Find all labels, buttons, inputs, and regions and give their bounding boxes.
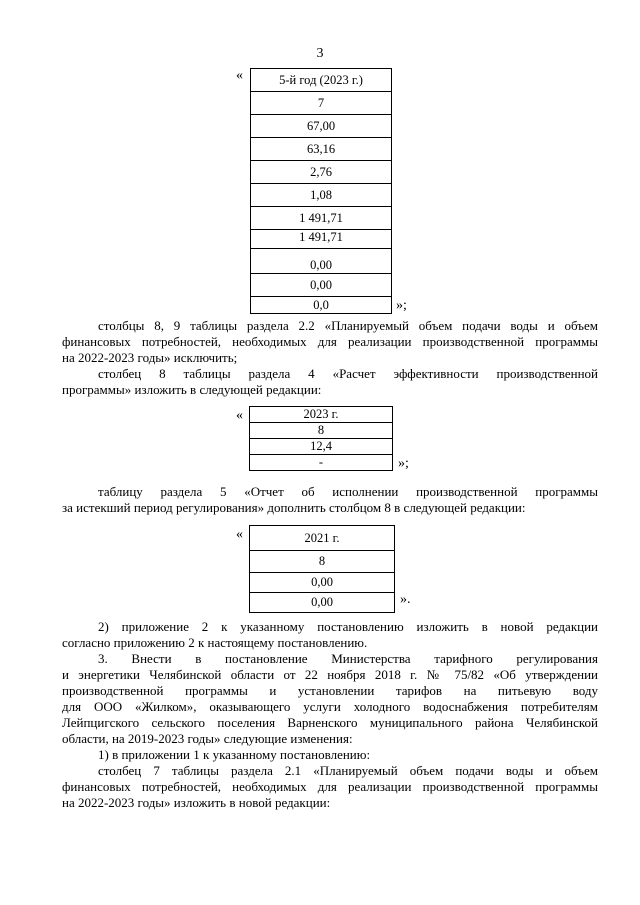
paragraph-1 — [62, 318, 598, 398]
table-cell: 7 — [251, 92, 392, 115]
table-report-2021 — [249, 525, 395, 613]
table-cell: 0,0 — [251, 297, 392, 314]
text-line: финансовых потребностей, необходимых для реализации производственной программы — [62, 334, 598, 349]
table-cell: 67,00 — [251, 115, 392, 138]
quote-close-3: ». — [400, 592, 411, 607]
text-line: столбец 7 таблицы раздела 2.1 «Планируемый объем подачи воды и объем — [98, 763, 598, 778]
text-line: столбец 8 таблицы раздела 4 «Расчет эффективности производственной — [98, 366, 598, 381]
table-year-2023-plan — [250, 68, 392, 314]
table-cell: - — [250, 455, 393, 471]
text-line: на 2022-2023 годы» изложить в новой редакции: — [62, 795, 331, 810]
table-header: 5-й год (2023 г.) — [251, 69, 392, 92]
text-line: производственной программы и установлении тарифов на питьевую воду — [62, 683, 598, 698]
table-cell: 0,00 — [250, 593, 395, 613]
table-cell: 0,00 — [250, 573, 395, 593]
quote-close-1: »; — [396, 298, 407, 313]
table-cell: 1 491,71 — [251, 230, 392, 249]
text-line: на 2022-2023 годы» исключить; — [62, 350, 238, 365]
table-header: 2021 г. — [250, 526, 395, 551]
paragraph-2 — [62, 484, 598, 516]
table-cell: 2,76 — [251, 161, 392, 184]
text-line: таблицу раздела 5 «Отчет об исполнении производственной программы — [98, 484, 598, 499]
table-cell: 8 — [250, 423, 393, 439]
text-line: 2) приложение 2 к указанному постановлению изложить в новой редакции — [98, 619, 598, 634]
table-cell: 1 491,71 — [251, 207, 392, 230]
text-line: за истекший период регулирования» дополнить столбцом 8 в следующей редакции: — [62, 500, 526, 515]
table-cell: 63,16 — [251, 138, 392, 161]
table-cell: 1,08 — [251, 184, 392, 207]
quote-open-2: « — [236, 408, 243, 423]
quote-open-1: « — [236, 68, 243, 83]
table-cell: 0,00 — [251, 249, 392, 274]
text-line: столбцы 8, 9 таблицы раздела 2.2 «Планируемый объем подачи воды и объем — [98, 318, 598, 333]
table-efficiency-2023 — [249, 406, 393, 471]
text-line: для ООО «Жилком», оказывающего услуги холодного водоснабжения потребителям — [62, 699, 598, 714]
text-line: согласно приложению 2 к настоящему постановлению. — [62, 635, 368, 650]
text-line: 3. Внести в постановление Министерства тарифного регулирования — [98, 651, 598, 666]
text-line: и энергетики Челябинской области от 22 ноября 2018 г. № 75/82 «Об утверждении — [62, 667, 598, 682]
table-cell: 8 — [250, 551, 395, 573]
table-header: 2023 г. — [250, 407, 393, 423]
quote-close-2: »; — [398, 456, 409, 471]
text-line: Лейпцигского сельского поселения Варненского муниципального района Челябинской — [62, 715, 598, 730]
paragraph-3 — [62, 619, 598, 811]
page-number: 3 — [316, 46, 324, 61]
table-cell: 0,00 — [251, 274, 392, 297]
table-cell: 12,4 — [250, 439, 393, 455]
text-line: программы» изложить в следующей редакции: — [62, 382, 322, 397]
quote-open-3: « — [236, 527, 243, 542]
text-line: финансовых потребностей, необходимых для реализации производственной программы — [62, 779, 598, 794]
text-line: 1) в приложении 1 к указанному постановлению: — [98, 747, 371, 762]
text-line: области, на 2019-2023 годы» следующие изменения: — [62, 731, 353, 746]
